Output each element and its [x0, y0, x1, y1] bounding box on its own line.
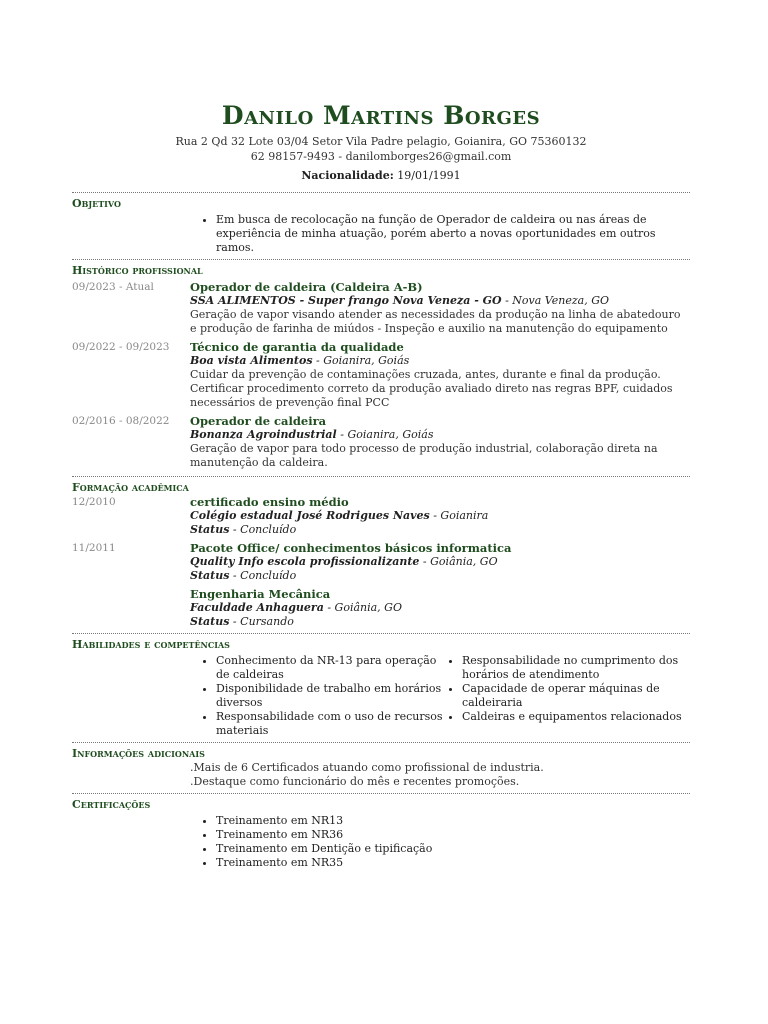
education-entry	[72, 541, 690, 583]
section-title-habilidades: Habilidades e competências	[72, 638, 230, 651]
skills-columns	[72, 654, 690, 738]
job-date: 09/2022 - 09/2023	[72, 341, 170, 353]
company-name: SSA ALIMENTOS - Super frango Nova Veneza - GO	[190, 294, 502, 307]
education-status	[190, 569, 690, 583]
resume-page	[72, 100, 690, 870]
status-label: Status	[190, 615, 230, 628]
job-company	[190, 294, 690, 308]
list-item: • Treinamento em Dentição e tipificação	[216, 842, 690, 856]
education-status	[190, 523, 690, 537]
address: Rua 2 Qd 32 Lote 03/04 Setor Vila Padre pelagio, Goianira, GO 75360132	[175, 135, 587, 148]
company-name: Bonanza Agroindustrial	[190, 428, 337, 441]
company-location: - Goianira, Goiás	[312, 354, 410, 367]
divider	[72, 476, 690, 477]
list-item: • Disponibilidade de trabalho em horários diversos	[216, 682, 444, 710]
job-entry	[72, 414, 690, 470]
section-title-objetivo: Objetivo	[72, 197, 121, 210]
education-date	[72, 587, 190, 629]
list-item: • Capacidade de operar máquinas de caldeiraria	[462, 682, 690, 710]
job-description: Cuidar da prevenção de contaminações cruzada, antes, durante e final da produção. Certificar procedimento correto da produção avaliado direto nas regras BPF, cuidados necessários de prevenção final PCC	[190, 368, 673, 409]
status-label: Status	[190, 523, 230, 536]
job-description: Geração de vapor para todo processo de produção industrial, colaboração direta na manutenção da caldeira.	[190, 442, 658, 469]
section-title-certificacoes: Certificações	[72, 798, 151, 811]
education-title: Engenharia Mecânica	[190, 587, 331, 601]
education-school	[190, 555, 690, 569]
school-location: - Goianira	[429, 509, 489, 522]
job-title: Técnico de garantia da qualidade	[190, 340, 404, 354]
job-date: 02/2016 - 08/2022	[72, 415, 170, 427]
additional-line: .Destaque como funcionário do mês e recentes promoções.	[190, 775, 520, 788]
divider	[72, 793, 690, 794]
skills-list-2	[444, 654, 690, 738]
job-company	[190, 428, 690, 442]
divider	[72, 259, 690, 260]
divider	[72, 742, 690, 743]
school-name: Colégio estadual José Rodrigues Naves	[190, 509, 430, 522]
job-title: Operador de caldeira (Caldeira A-B)	[190, 280, 423, 294]
status-value: - Concluído	[229, 523, 297, 536]
additional-line: .Mais de 6 Certificados atuando como profissional de industria.	[190, 761, 544, 774]
list-item: • Em busca de recolocação na função de Operador de caldeira ou nas áreas de experiência de minha atuação, porém aberto a novas oportunidades em outros ramos.	[216, 213, 690, 255]
list-item: • Treinamento em NR13	[216, 814, 690, 828]
certifications-list	[72, 814, 690, 870]
school-name: Quality Info escola profissionalizante	[190, 555, 420, 568]
job-company	[190, 354, 690, 368]
company-location: - Goianira, Goiás	[336, 428, 434, 441]
company-location: - Nova Veneza, GO	[501, 294, 609, 307]
school-location: - Goiânia, GO	[419, 555, 498, 568]
education-date: 12/2010	[72, 496, 116, 508]
education-school	[190, 601, 690, 615]
education-entry	[72, 495, 690, 537]
nationality-value: 19/01/1991	[393, 169, 461, 182]
objetivo-list	[72, 213, 690, 255]
education-entry	[72, 587, 690, 629]
list-item: • Conhecimento da NR-13 para operação de caldeiras	[216, 654, 444, 682]
divider	[72, 192, 690, 193]
school-location: - Goiânia, GO	[323, 601, 402, 614]
job-entry	[72, 340, 690, 410]
resume-name: Danilo Martins Borges	[221, 101, 541, 130]
company-name: Boa vista Alimentos	[190, 354, 313, 367]
status-label: Status	[190, 569, 230, 582]
status-value: - Cursando	[229, 615, 294, 628]
list-item: • Caldeiras e equipamentos relacionados	[462, 710, 690, 724]
education-school	[190, 509, 690, 523]
nationality-label: Nacionalidade:	[301, 169, 394, 182]
school-name: Faculdade Anhaguera	[190, 601, 324, 614]
list-item: • Responsabilidade no cumprimento dos horários de atendimento	[462, 654, 690, 682]
phone-email: 62 98157-9493 - danilomborges26@gmail.com	[250, 150, 512, 163]
job-title: Operador de caldeira	[190, 414, 327, 428]
job-date: 09/2023 - Atual	[72, 281, 154, 293]
list-item: • Treinamento em NR36	[216, 828, 690, 842]
education-date: 11/2011	[72, 542, 116, 554]
section-title-historico: Histórico profissional	[72, 264, 203, 277]
status-value: - Concluído	[229, 569, 297, 582]
nationality	[72, 168, 690, 184]
section-title-formacao: Formação acadêmica	[72, 481, 189, 494]
section-title-adicionais: Informações adicionais	[72, 747, 205, 760]
job-description: Geração de vapor visando atender as necessidades da produção na linha de abatedouro e produção de farinha de miúdos - Inspeção e auxilio na manutenção do equipamento	[190, 308, 681, 335]
divider	[72, 633, 690, 634]
list-item: • Treinamento em NR35	[216, 856, 690, 870]
list-item: • Responsabilidade com o uso de recursos materiais	[216, 710, 444, 738]
education-title: certificado ensino médio	[190, 495, 349, 509]
education-title: Pacote Office/ conhecimentos básicos informatica	[190, 541, 512, 555]
skills-list-1	[190, 654, 444, 738]
job-entry	[72, 280, 690, 336]
education-status	[190, 615, 690, 629]
